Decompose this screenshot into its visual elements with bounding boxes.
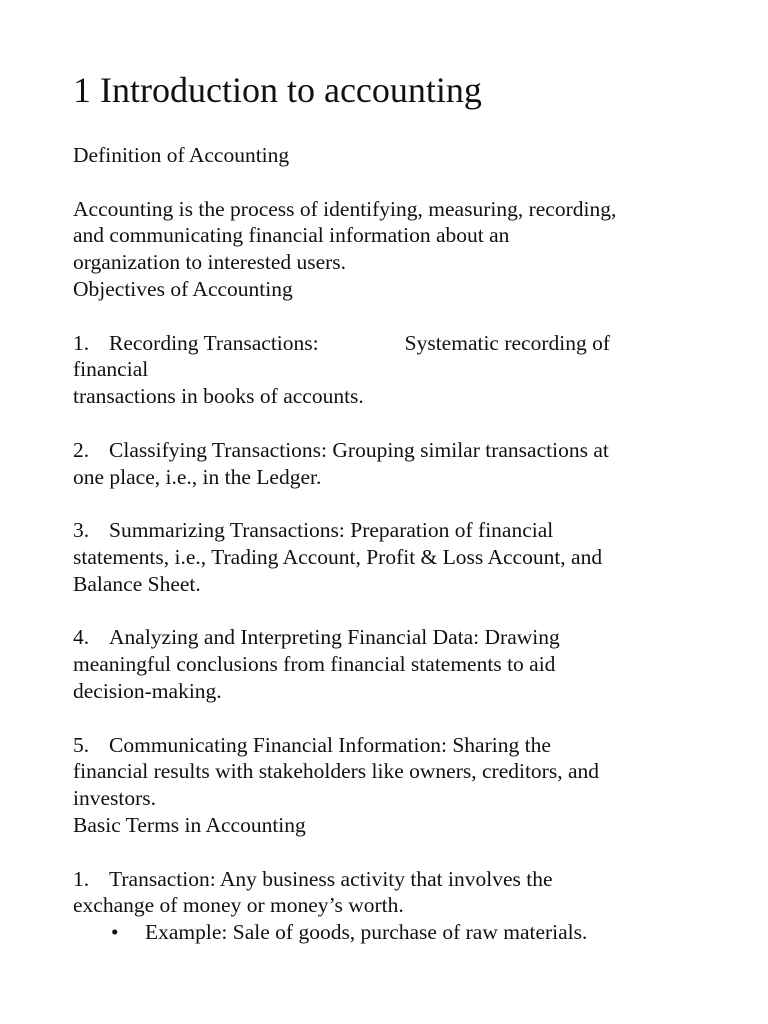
objective-item-4	[73, 624, 713, 651]
objective-text: one place, i.e., in the Ledger.	[73, 464, 322, 489]
spacer	[73, 705, 713, 732]
list-number: 1.	[73, 330, 90, 355]
term-item-1	[73, 866, 713, 893]
list-number: 5.	[73, 732, 90, 757]
objective-text: Balance Sheet.	[73, 571, 201, 596]
objective-text: Analyzing and Interpreting Financial Data: Drawing	[109, 625, 560, 650]
page-title: 1 Introduction to accounting	[73, 70, 482, 110]
objective-item-5	[73, 732, 713, 759]
objective-text: Classifying Transactions: Grouping similar transactions at	[109, 437, 609, 462]
bullet-item	[73, 919, 713, 946]
definition-line: and communicating financial information about an	[73, 223, 510, 248]
bullet-marker: •	[111, 920, 119, 945]
document-body	[73, 142, 713, 946]
spacer	[73, 490, 713, 517]
definition-line: Accounting is the process of identifying, measuring, recording,	[73, 196, 617, 221]
spacer	[73, 169, 713, 196]
spacer	[73, 303, 713, 330]
objective-item-3	[73, 517, 713, 544]
list-number: 4.	[73, 625, 90, 650]
objective-item-2	[73, 437, 713, 464]
term-text: exchange of money or money’s worth.	[73, 893, 404, 918]
basic-terms-heading: Basic Terms in Accounting	[73, 812, 306, 837]
objective-label: Recording Transactions:	[109, 330, 319, 355]
objective-item-1	[73, 330, 713, 357]
objective-text: transactions in books of accounts.	[73, 384, 364, 409]
objective-text: Communicating Financial Information: Sharing the	[109, 732, 551, 757]
example-text: Example: Sale of goods, purchase of raw materials.	[145, 920, 588, 945]
spacer	[73, 598, 713, 625]
objective-text: financial results with stakeholders like owners, creditors, and	[73, 759, 600, 784]
objective-text: Systematic recording of	[404, 330, 611, 355]
spacer	[73, 839, 713, 866]
definition-heading: Definition of Accounting	[73, 143, 290, 167]
objective-text: investors.	[73, 786, 157, 811]
spacer	[73, 410, 713, 437]
objective-text: statements, i.e., Trading Account, Profit & Loss Account, and	[73, 544, 603, 569]
objective-text: Summarizing Transactions: Preparation of financial	[109, 518, 554, 543]
objectives-heading: Objectives of Accounting	[73, 276, 293, 301]
definition-line: organization to interested users.	[73, 250, 347, 275]
objective-text: meaningful conclusions from financial statements to aid	[73, 652, 556, 677]
list-number: 2.	[73, 437, 90, 462]
list-number: 3.	[73, 518, 90, 543]
term-text: Transaction: Any business activity that involves the	[109, 866, 553, 891]
list-number: 1.	[73, 866, 90, 891]
objective-text: decision-making.	[73, 678, 222, 703]
objective-text: financial	[73, 357, 149, 382]
